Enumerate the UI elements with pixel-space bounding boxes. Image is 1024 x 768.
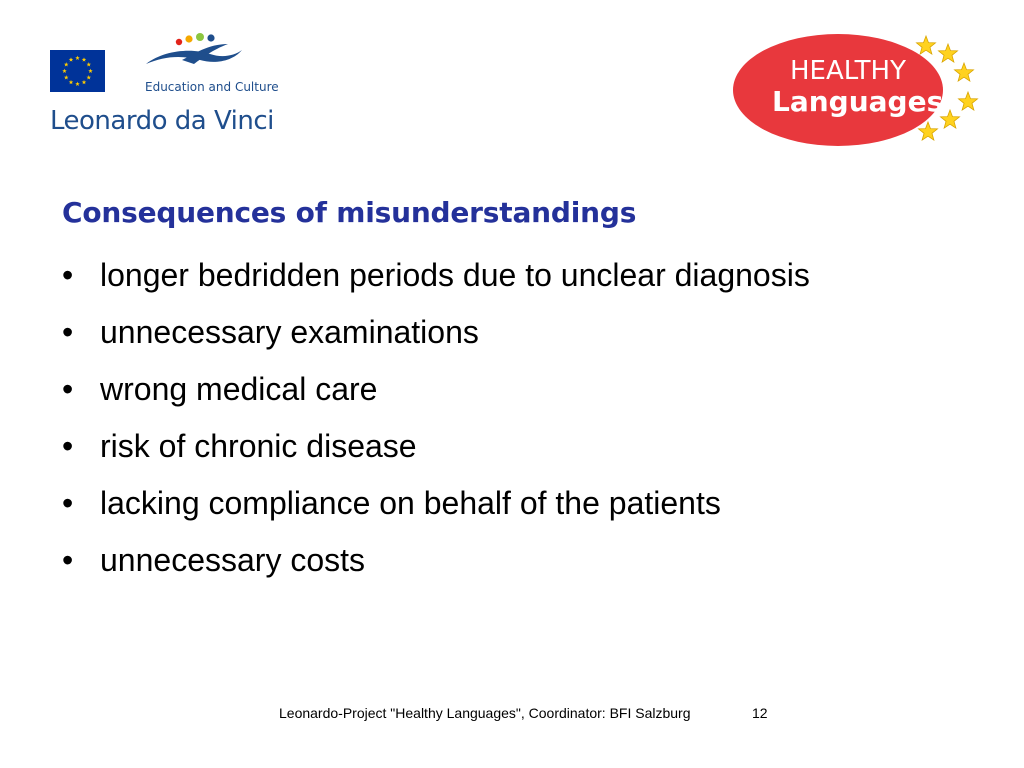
badge-star-icon [954, 63, 973, 81]
page-number: 12 [752, 705, 768, 721]
bullet-text: unnecessary examinations [100, 314, 479, 350]
bullet-item [62, 423, 942, 469]
bullet-text: risk of chronic disease [100, 428, 417, 464]
badge-star-icon [958, 92, 977, 110]
eu-flag-icon [50, 50, 105, 92]
bullet-item [62, 366, 942, 412]
slide-title: Consequences of misunderstandings [62, 196, 637, 229]
badge-line-1: HEALTHY [790, 56, 906, 86]
bullet-list [62, 252, 942, 594]
badge-star-icon [940, 110, 959, 128]
bullet-marker: • [62, 428, 74, 464]
footer-text: Leonardo-Project "Healthy Languages", Coordinator: BFI Salzburg [279, 705, 691, 721]
bullet-text: lacking compliance on behalf of the patients [100, 485, 721, 521]
bullet-marker: • [62, 257, 74, 293]
education-and-culture-label: Education and Culture [145, 80, 279, 94]
bullet-marker: • [62, 485, 74, 521]
badge-star-icon [918, 122, 937, 140]
bullet-text: longer bedridden periods due to unclear diagnosis [100, 257, 810, 293]
badge-line-2: Languages [772, 85, 944, 118]
bullet-item [62, 480, 942, 526]
badge-star-icon [916, 36, 935, 54]
bullet-text: unnecessary costs [100, 542, 366, 578]
bullet-item [62, 309, 942, 355]
bullet-marker: • [62, 314, 74, 350]
programme-name: Leonardo da Vinci [50, 106, 274, 136]
bullet-text: wrong medical care [100, 371, 378, 407]
badge-star-icon [938, 44, 957, 62]
bullet-marker: • [62, 371, 74, 407]
bullet-marker: • [62, 542, 74, 578]
bullet-item [62, 537, 942, 583]
bullet-item [62, 252, 942, 298]
